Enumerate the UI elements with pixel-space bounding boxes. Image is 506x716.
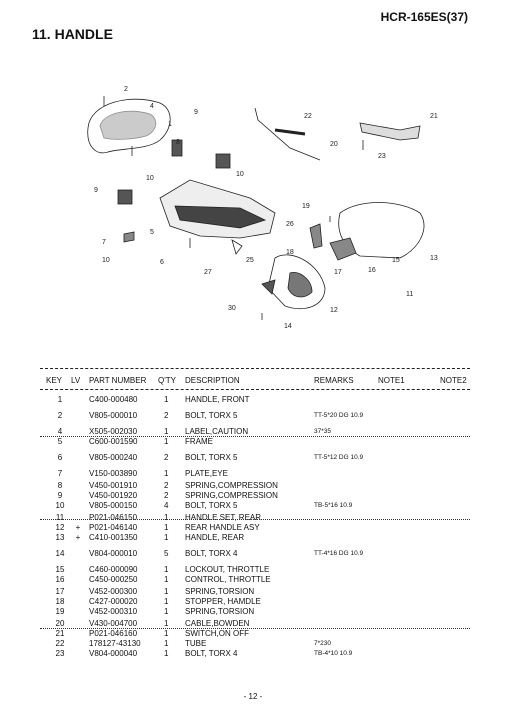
cell-pn: C427-000020 bbox=[89, 597, 138, 606]
cell-pn: 178127-43130 bbox=[89, 639, 141, 648]
cell-desc: FRAME bbox=[185, 437, 213, 446]
cell-pn: V805-000150 bbox=[89, 501, 138, 510]
cell-pn: C450-000250 bbox=[89, 575, 138, 584]
callout-7: 7 bbox=[102, 239, 106, 246]
cell-qty: 1 bbox=[164, 523, 169, 532]
cell-desc: BOLT, TORX 5 bbox=[185, 453, 238, 462]
cell-qty: 1 bbox=[164, 427, 169, 436]
cell-pn: X505-002030 bbox=[89, 427, 138, 436]
row-separator bbox=[40, 436, 470, 437]
callout-25: 25 bbox=[246, 257, 254, 264]
cell-key: 16 bbox=[55, 575, 65, 584]
cell-key: 17 bbox=[55, 587, 65, 596]
col-part-number: PART NUMBER bbox=[89, 376, 147, 385]
cell-pn: C460-000090 bbox=[89, 565, 138, 574]
callout-15: 15 bbox=[392, 257, 400, 264]
table-row bbox=[40, 649, 470, 660]
cell-desc: SPRING,TORSION bbox=[185, 607, 255, 616]
callout-10b: 10 bbox=[146, 175, 154, 182]
cell-key: 10 bbox=[55, 501, 65, 510]
cell-qty: 1 bbox=[164, 437, 169, 446]
cell-pn: V430-004700 bbox=[89, 619, 138, 628]
cell-pn: P021-046140 bbox=[89, 523, 138, 532]
cell-key: 18 bbox=[55, 597, 65, 606]
cell-key: 8 bbox=[57, 481, 63, 490]
cell-desc: BOLT, TORX 5 bbox=[185, 411, 238, 420]
cell-desc: STOPPER, HAMDLE bbox=[185, 597, 261, 606]
callout-5: 5 bbox=[150, 229, 154, 236]
callout-6: 6 bbox=[160, 259, 164, 266]
cell-desc: TUBE bbox=[185, 639, 207, 648]
col-note1: NOTE1 bbox=[378, 376, 405, 385]
table-row bbox=[40, 501, 470, 512]
cell-pn: P021-046160 bbox=[89, 629, 138, 638]
table-row bbox=[40, 469, 470, 480]
cell-desc: LOCKOUT, THROTTLE bbox=[185, 565, 270, 574]
page-number: - 12 - bbox=[243, 692, 263, 701]
cell-rem: TB-4*10 10.9 bbox=[314, 650, 353, 657]
cell-pn: C410-001350 bbox=[89, 533, 138, 542]
table-row bbox=[40, 453, 470, 464]
cell-lv: + bbox=[75, 523, 81, 532]
cell-qty: 1 bbox=[164, 649, 169, 658]
col-remarks: REMARKS bbox=[314, 376, 354, 385]
col-description: DESCRIPTION bbox=[185, 376, 240, 385]
cell-desc: LABEL,CAUTION bbox=[185, 427, 249, 436]
callout-27: 27 bbox=[204, 269, 212, 276]
cell-pn: P021-046150 bbox=[89, 513, 138, 522]
cell-pn: V804-000040 bbox=[89, 649, 138, 658]
cell-desc: CONTROL, THROTTLE bbox=[185, 575, 271, 584]
cell-pn: C400-000480 bbox=[89, 395, 138, 404]
callout-19: 19 bbox=[302, 203, 310, 210]
cell-pn: V452-000300 bbox=[89, 587, 138, 596]
cell-key: 21 bbox=[55, 629, 65, 638]
cell-qty: 4 bbox=[164, 501, 169, 510]
cell-key: 9 bbox=[57, 491, 63, 500]
cell-key: 12 bbox=[55, 523, 65, 532]
cell-desc: BOLT, TORX 5 bbox=[185, 501, 238, 510]
callout-18: 18 bbox=[286, 249, 294, 256]
callout-9b: 9 bbox=[94, 187, 98, 194]
cell-rem: TT-4*16 DG 10.9 bbox=[314, 550, 364, 557]
cell-desc: BOLT, TORX 4 bbox=[185, 649, 238, 658]
callout-12: 12 bbox=[330, 307, 338, 314]
col-key: KEY bbox=[46, 376, 63, 385]
cell-desc: SWITCH,ON OFF bbox=[185, 629, 249, 638]
cell-qty: 1 bbox=[164, 513, 169, 522]
callout-11: 11 bbox=[406, 291, 414, 298]
cell-key: 11 bbox=[55, 513, 65, 522]
cell-qty: 1 bbox=[164, 629, 169, 638]
cell-qty: 1 bbox=[164, 607, 169, 616]
cell-qty: 1 bbox=[164, 533, 169, 542]
cell-desc: PLATE,EYE bbox=[185, 469, 228, 478]
callout-10a: 10 bbox=[236, 171, 244, 178]
cell-qty: 1 bbox=[164, 395, 169, 404]
cell-key: 22 bbox=[55, 639, 65, 648]
col-note2: NOTE2 bbox=[440, 376, 467, 385]
cell-desc: HANDLE, FRONT bbox=[185, 395, 250, 404]
callout-20: 20 bbox=[330, 141, 338, 148]
col-lv: LV bbox=[71, 376, 81, 385]
cell-desc: REAR HANDLE ASY bbox=[185, 523, 260, 532]
callout-21: 21 bbox=[430, 113, 438, 120]
callout-4: 4 bbox=[150, 103, 154, 110]
cell-pn: V805-000240 bbox=[89, 453, 138, 462]
cell-qty: 1 bbox=[164, 587, 169, 596]
table-row bbox=[40, 575, 470, 586]
cell-key: 23 bbox=[55, 649, 65, 658]
cell-pn: V450-001920 bbox=[89, 491, 138, 500]
cell-desc: SPRING,TORSION bbox=[185, 587, 255, 596]
divider-header bbox=[40, 389, 470, 390]
cell-desc: HANDLE, REAR bbox=[185, 533, 245, 542]
cell-desc: HANDLE SET, REAR bbox=[185, 513, 262, 522]
cell-key: 6 bbox=[57, 453, 63, 462]
cell-desc: SPRING,COMPRESSION bbox=[185, 481, 278, 490]
cell-qty: 5 bbox=[164, 549, 169, 558]
cell-pn: V452-000310 bbox=[89, 607, 138, 616]
cell-key: 7 bbox=[57, 469, 63, 478]
cell-rem: TT-5*12 DG 10.9 bbox=[314, 454, 364, 461]
cell-pn: V450-001910 bbox=[89, 481, 138, 490]
table-row bbox=[40, 437, 470, 448]
table-row bbox=[40, 607, 470, 618]
col-qty: Q'TY bbox=[158, 376, 176, 385]
cell-key: 14 bbox=[55, 549, 65, 558]
callout-23: 23 bbox=[378, 153, 386, 160]
callout-30: 30 bbox=[228, 305, 236, 312]
cell-key: 4 bbox=[57, 427, 63, 436]
callout-22: 22 bbox=[304, 113, 312, 120]
callout-8: 8 bbox=[176, 139, 180, 146]
table-row bbox=[40, 533, 470, 544]
cell-rem: 37*35 bbox=[314, 428, 331, 435]
page-title: 11. HANDLE bbox=[32, 26, 113, 42]
cell-qty: 2 bbox=[164, 491, 169, 500]
cell-desc: CABLE,BOWDEN bbox=[185, 619, 250, 628]
callout-13: 13 bbox=[430, 255, 438, 262]
cell-key: 5 bbox=[57, 437, 63, 446]
cell-pn: V804-000010 bbox=[89, 549, 138, 558]
cell-desc: BOLT, TORX 4 bbox=[185, 549, 238, 558]
row-separator bbox=[40, 519, 470, 520]
callout-16: 16 bbox=[368, 267, 376, 274]
cell-rem: TT-5*20 DG 10.9 bbox=[314, 412, 364, 419]
cell-qty: 2 bbox=[164, 411, 169, 420]
callout-9: 9 bbox=[194, 109, 198, 116]
table-row bbox=[40, 549, 470, 560]
callout-10c: 10 bbox=[102, 257, 110, 264]
cell-qty: 1 bbox=[164, 575, 169, 584]
model-number: HCR-165ES(37) bbox=[380, 10, 468, 24]
cell-qty: 1 bbox=[164, 619, 169, 628]
cell-qty: 1 bbox=[164, 597, 169, 606]
callout-1: 1 bbox=[168, 121, 172, 128]
callout-14: 14 bbox=[284, 323, 292, 330]
cell-qty: 2 bbox=[164, 481, 169, 490]
cell-rem: TB-5*16 10.9 bbox=[314, 502, 353, 509]
cell-key: 1 bbox=[57, 395, 63, 404]
cell-key: 2 bbox=[57, 411, 63, 420]
cell-pn: V805-000010 bbox=[89, 411, 138, 420]
exploded-parts-diagram bbox=[0, 48, 506, 366]
table-row bbox=[40, 395, 470, 406]
cell-key: 20 bbox=[55, 619, 65, 628]
table-row bbox=[40, 411, 470, 422]
cell-desc: SPRING,COMPRESSION bbox=[185, 491, 278, 500]
callout-26: 26 bbox=[286, 221, 294, 228]
cell-qty: 2 bbox=[164, 453, 169, 462]
cell-pn: V150-003890 bbox=[89, 469, 138, 478]
cell-lv: + bbox=[75, 533, 81, 542]
cell-rem: 7*230 bbox=[314, 640, 331, 647]
divider-top bbox=[40, 368, 470, 369]
callout-17: 17 bbox=[334, 269, 342, 276]
callout-2: 2 bbox=[124, 86, 128, 93]
cell-qty: 1 bbox=[164, 639, 169, 648]
row-separator bbox=[40, 628, 470, 629]
cell-qty: 1 bbox=[164, 469, 169, 478]
cell-key: 15 bbox=[55, 565, 65, 574]
cell-key: 13 bbox=[55, 533, 65, 542]
cell-qty: 1 bbox=[164, 565, 169, 574]
cell-pn: C600-001590 bbox=[89, 437, 138, 446]
cell-key: 19 bbox=[55, 607, 65, 616]
